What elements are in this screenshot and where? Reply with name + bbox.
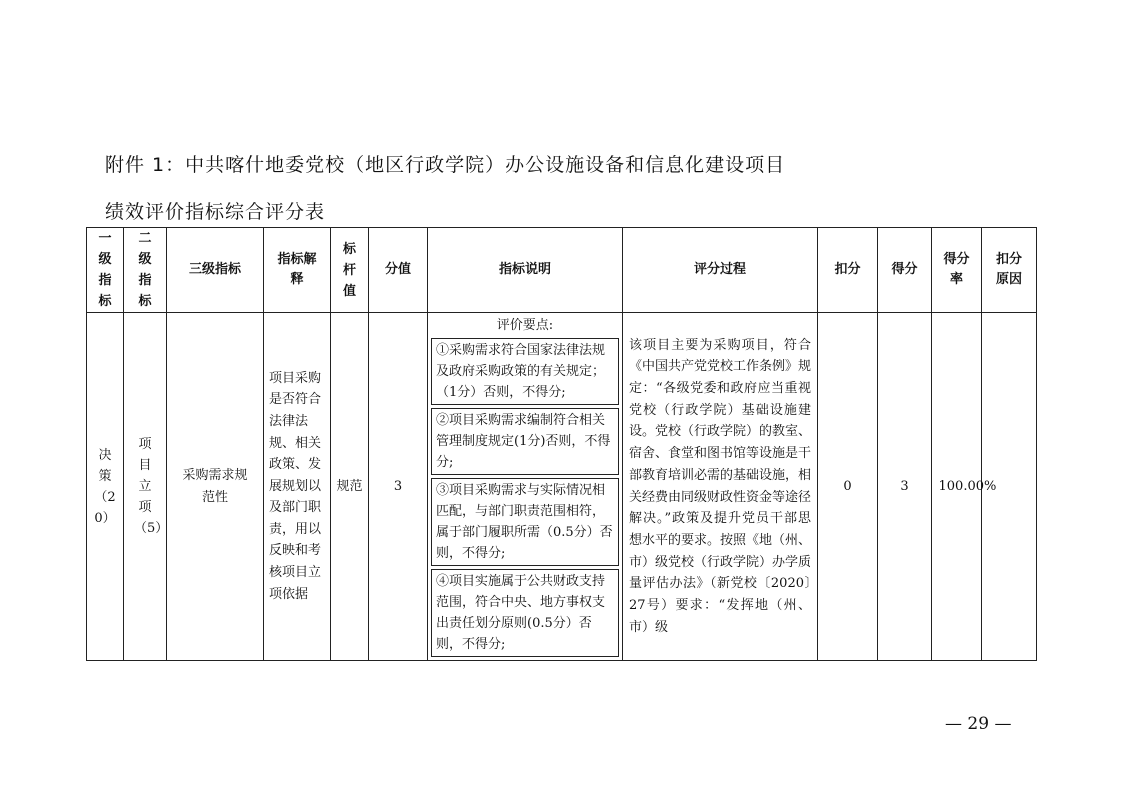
table-row [87, 313, 1037, 661]
header-score: 得分 [878, 228, 932, 313]
document-title-line1: 附件 1：中共喀什地委党校（地区行政学院）办公设施设备和信息化建设项目 [105, 154, 786, 176]
cell-deduction: 0 [818, 313, 878, 661]
description-item-2: ②项目采购需求编制符合相关管理制度规定(1分)否则，不得分; [431, 408, 619, 475]
cell-level2: 项目立项（5） [124, 313, 167, 661]
header-level3: 三级指标 [167, 228, 264, 313]
header-score-value: 分值 [369, 228, 428, 313]
header-level1: 一级指标 [87, 228, 124, 313]
cell-process: 该项目主要为采购项目，符合《中国共产党党校工作条例》规定：“各级党委和政府应当重视党校（行政学院）基础设施建设。党校（行政学院）的教室、宿舍、食堂和图书馆等设施是干部教育培训必需的基础设施，相关经费由同级财政性资金等途径解决。”政策及提升党员干部思想水平的要求。按照《地（州、市）级党校（行政学院）办学质量评估办法》（新党校〔2020〕27号）要求：“发挥地（州、市）级 [623, 313, 818, 661]
table-header-row [87, 228, 1037, 313]
header-rate: 得分率 [932, 228, 982, 313]
description-item-1: ①采购需求符合国家法律法规及政府采购政策的有关规定；（1分）否则，不得分; [431, 338, 619, 405]
description-item-4: ④项目实施属于公共财政支持范围，符合中央、地方事权支出责任划分原则(0.5分）否则，不得分; [431, 569, 619, 657]
cell-score: 3 [878, 313, 932, 661]
description-head: 评价要点: [496, 318, 554, 333]
page-number: — 29 — [945, 714, 1012, 734]
evaluation-score-table [86, 227, 1037, 661]
cell-level3: 采购需求规范性 [167, 313, 264, 661]
cell-description [428, 313, 623, 661]
cell-score-value: 3 [369, 313, 428, 661]
cell-rate: 100.00% [932, 313, 982, 661]
cell-benchmark: 规范 [331, 313, 369, 661]
document-title-line2: 绩效评价指标综合评分表 [105, 201, 326, 223]
header-description: 指标说明 [428, 228, 623, 313]
header-deduction: 扣分 [818, 228, 878, 313]
header-level2: 二级指标 [124, 228, 167, 313]
cell-level1: 决策（20） [87, 313, 124, 661]
header-process: 评分过程 [623, 228, 818, 313]
header-explanation: 指标解释 [264, 228, 331, 313]
description-item-3: ③项目采购需求与实际情况相匹配，与部门职责范围相符，属于部门履职所需（0.5分）否则，不得分; [431, 478, 619, 566]
header-reason: 扣分原因 [982, 228, 1037, 313]
header-benchmark: 标杆值 [331, 228, 369, 313]
cell-explanation: 项目采购是否符合法律法规、相关政策、发展规划以及部门职责，用以反映和考核项目立项依据 [264, 313, 331, 661]
